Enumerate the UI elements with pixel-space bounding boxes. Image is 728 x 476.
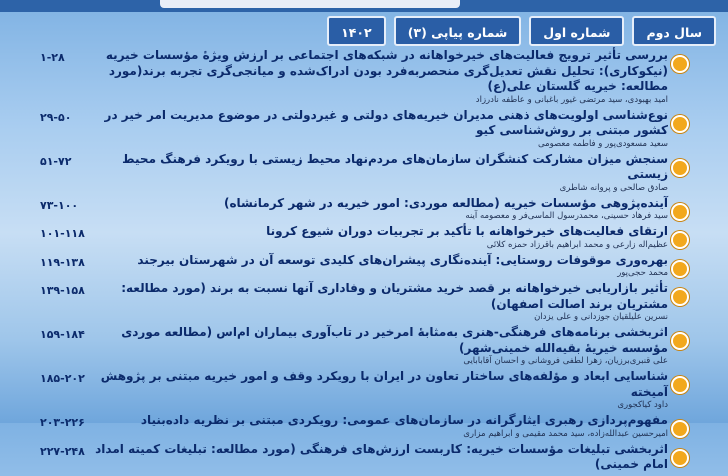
toc-entry[interactable] <box>0 325 728 366</box>
article-title[interactable]: نوع‌شناسی اولویت‌های ذهنی مدیران خیریه‌های دولتی و غیردولتی در موضوع مدیریت امر خیر در کشور مبتنی بر روش‌شناسی کیو <box>104 107 668 137</box>
article-authors: داود کیاکجوری <box>617 400 668 410</box>
toc-entry[interactable] <box>0 224 728 250</box>
toc-entry[interactable] <box>0 442 728 473</box>
article-authors: عظیم‌اله زارعی و محمد ابراهیم باقرزاد حمزه کلائی <box>486 239 668 250</box>
table-of-contents <box>0 48 728 476</box>
toc-entry[interactable] <box>0 48 728 105</box>
article-title[interactable]: بهره‌وری موقوفات روستایی: آینده‌نگاری پیشران‌های کلیدی توسعه آن در شهرستان بیرجند <box>137 252 668 267</box>
article-pages: ۷۳-۱۰۰ <box>40 198 79 212</box>
article-title[interactable]: بررسی تأثیر ترویج فعالیت‌های خیرخواهانه در شبکه‌های اجتماعی بر ارزش ویژهٔ مؤسسات خیریه (نیکوکاری): تحلیل نقش تعدیل‌گری منحصربه‌فرد بودن ادراک‌شده و میانجی‌گری تجربه برند(مورد مطالعه: خیریه گلستان علی(ع) <box>105 48 668 93</box>
article-pages: ۱۰۱-۱۱۸ <box>40 227 85 240</box>
bullet-icon <box>671 203 689 221</box>
article-title[interactable]: آینده‌پژوهی مؤسسات خیریه (مطالعه موردی: امور خیریه در شهر کرمانشاه) <box>223 195 668 210</box>
toc-entry[interactable] <box>0 253 728 279</box>
issue-header <box>327 16 716 46</box>
toc-entry[interactable] <box>0 369 728 410</box>
article-title[interactable]: اثربخشی تبلیغات مؤسسات خیریه: کاربست ارزش‌های فرهنگی (مورد مطالعه: تبلیغات کمیته امداد امام خمینی) <box>95 441 668 471</box>
article-pages: ۱۵۹-۱۸۴ <box>40 328 85 341</box>
article-authors: علی قنبری‌برزیان، زهرا لطفی فروشانی و احسان آقابابایی <box>463 356 668 366</box>
serial-label: شماره پیاپی (۳) <box>394 16 522 46</box>
bullet-icon <box>671 449 689 467</box>
issue-label: شماره اول <box>529 16 624 46</box>
toc-entry[interactable] <box>0 413 728 439</box>
article-title[interactable]: تأثیر بازاریابی خیرخواهانه بر قصد خرید مشتریان و وفاداری آنها نسبت به برند (مورد مطالعه: مشتریان برند اصالت اصفهان) <box>121 281 668 311</box>
article-title[interactable]: شناسایی ابعاد و مؤلفه‌های ساختار تعاون در ایران با رویکرد وقف و امور خیریه مبتنی بر پژوهش آمیخته <box>100 369 668 399</box>
article-pages: ۵۱-۷۲ <box>40 154 72 168</box>
article-pages: ۲۰۳-۲۲۶ <box>40 416 85 429</box>
article-title[interactable]: ارتقای فعالیت‌های خیرخواهانه با تأکید بر تجربیات دوران شیوع کرونا <box>266 224 668 238</box>
toc-entry[interactable] <box>0 152 728 193</box>
top-banner-strip <box>160 0 460 8</box>
article-title[interactable]: اثربخشی برنامه‌های فرهنگی-هنری به‌مثابهٔ امرخیر در تاب‌آوری بیماران ام‌اس (مطالعه موردی مؤسسه خیریهٔ بقیه‌الله خمینی‌شهر) <box>121 325 668 355</box>
year-label: سال دوم <box>632 16 716 46</box>
article-pages: ۲۲۷-۲۴۸ <box>40 444 85 458</box>
article-authors: سعید مسعودی‌پور و فاطمه معصومی <box>537 138 668 149</box>
bullet-icon <box>671 231 689 249</box>
top-banner <box>0 0 728 12</box>
date-label: ۱۴۰۲ <box>327 16 386 46</box>
article-authors: سید فرهاد حسینی، محمدرسول الماسی‌فر و معصومه آینه <box>465 211 668 221</box>
article-title[interactable]: سنجش میزان مشارکت کنشگران سازمان‌های مردم‌نهاد محیط زیستی با رویکرد فرهنگ محیط زیستی <box>122 151 668 181</box>
bullet-icon <box>671 288 689 306</box>
bullet-icon <box>671 159 689 177</box>
toc-entry[interactable] <box>0 108 728 149</box>
article-authors: محمد حجی‌پور <box>617 268 668 278</box>
article-authors: امید بهبودی، سید مرتضی غیور باغبانی و عاطفه نادرزاد <box>475 94 668 105</box>
article-pages: ۲۹-۵۰ <box>40 110 72 124</box>
article-pages: ۱۱۹-۱۳۸ <box>40 255 85 269</box>
bullet-icon <box>671 332 689 350</box>
article-pages: ۱۸۵-۲۰۲ <box>40 372 85 385</box>
bullet-icon <box>671 115 689 133</box>
article-authors: صادق صالحی و پروانه شاطری <box>559 182 668 193</box>
article-authors: امیرحسین عبدالله‌زاده، سید محمد مقیمی و ابراهیم مزاری <box>463 428 668 439</box>
bullet-icon <box>671 376 689 394</box>
bullet-icon <box>671 55 689 73</box>
article-authors: نسرین علیلقیان جوزدانی و علی یزدان <box>534 312 668 322</box>
article-pages: ۱-۲۸ <box>40 51 65 64</box>
article-title[interactable]: مفهوم‌پردازی رهبری ایثارگرانه در سازمان‌های عمومی: رویکردی مبتنی بر نظریه داده‌بنیاد <box>140 413 668 427</box>
article-pages: ۱۳۹-۱۵۸ <box>40 284 85 297</box>
bullet-icon <box>671 260 689 278</box>
toc-entry[interactable] <box>0 281 728 322</box>
toc-entry[interactable] <box>0 196 728 222</box>
